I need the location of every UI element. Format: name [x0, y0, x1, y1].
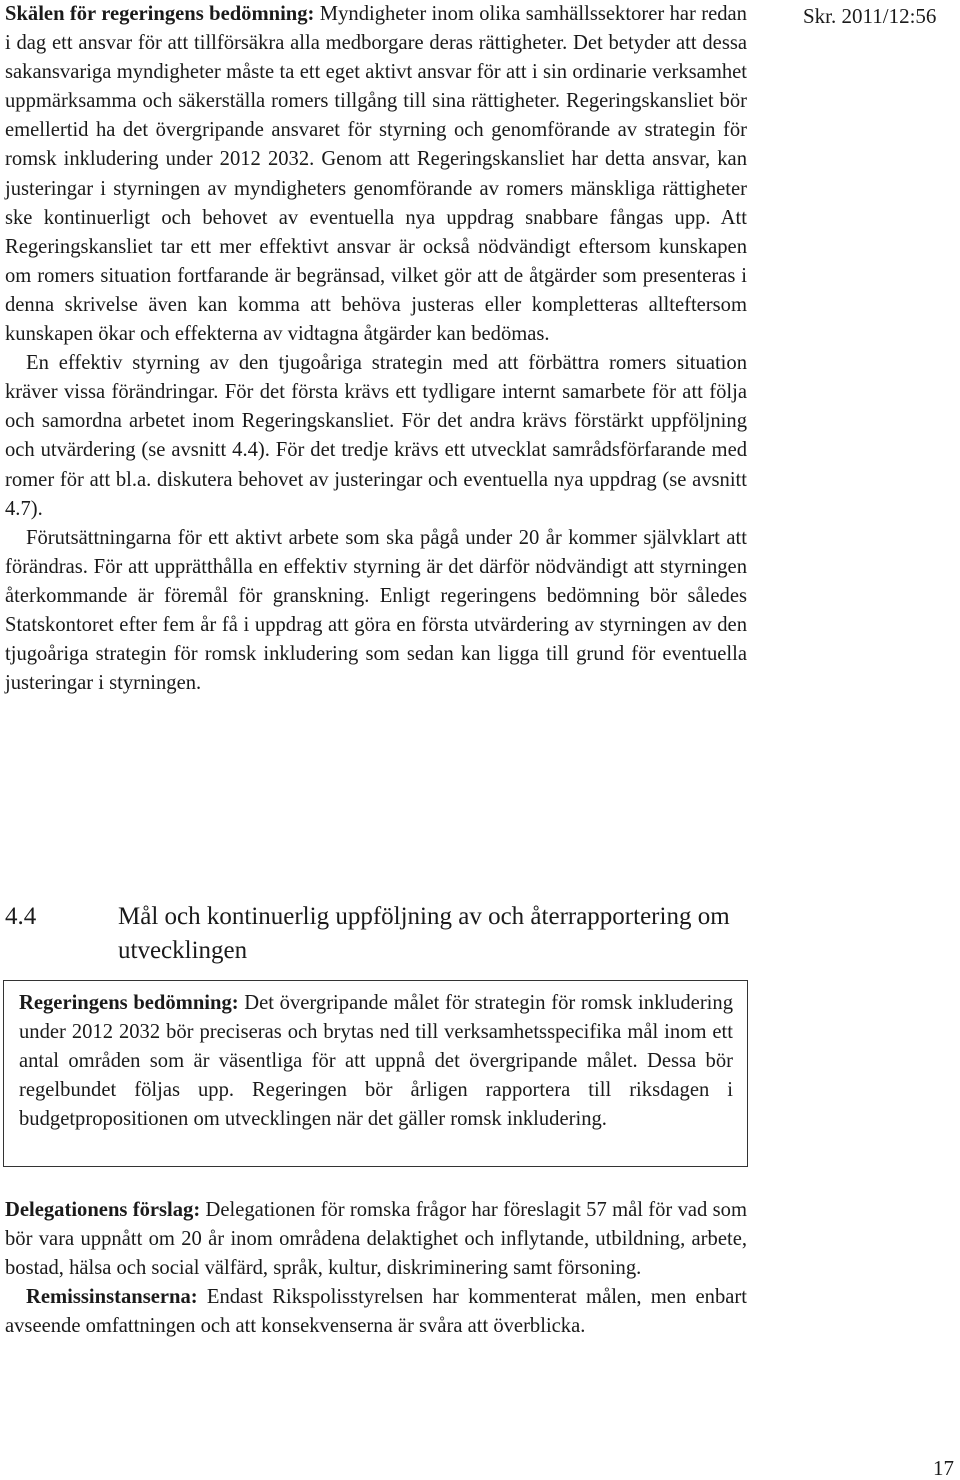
assessment-lead: Regeringens bedömning:: [19, 992, 239, 1014]
intro-paragraph-3: Förutsättningarna för ett aktivt arbete som ska pågå under 20 år kommer självklart att förändras. För att upprätthålla en effektiv styrning är det därför nödvändigt att styrningen återkommande är föremål för granskning. Enligt regeringens bedömning bör således Statskontoret efter fem år få i uppdrag att göra en första utvärdering av styrningen av den tjugoåriga strategin för romsk inkludering som sedan kan ligga till grund för eventuella justeringar i styrningen.: [5, 526, 747, 695]
assessment-box: [3, 980, 748, 1167]
intro-paragraph-1-text: Myndigheter inom olika samhällssektorer har redan i dag ett ansvar för att tillförsäkra alla medborgare deras rättigheter. Det betyder att dessa sakansvariga myndigheter måste ta ett eget aktivt ansvar för att i sin ordinarie verksamhet uppmärksamma och säkerställa romers tillgång till sina rättigheter. Regeringskansliet bör emellertid ha det övergripande ansvaret för styrning och genomförande av strategin för romsk inkludering under 2012 2032. Genom att Regeringskansliet har detta ansvar, kan justeringar i styrningen av myndigheters genomförande av romers mänskliga rättigheter ske kontinuerligt och behovet av eventuella nya uppdrag snabbare fångas upp. Att Regeringskansliet tar ett mer effektivt ansvar är också nödvändigt eftersom kunskapen om romers situation fortfarande är begränsad, vilket gör att de åtgärder som presenteras i denna skrivelse även kan komma att behöva justeras eller kompletteras allteftersom kunskapen ökar och effekterna av vidtagna åtgärder kan bedömas.: [5, 3, 747, 346]
referral-paragraph: [5, 1283, 747, 1341]
assessment-paragraph: [19, 989, 733, 1134]
section-number: 4.4: [5, 903, 37, 930]
assessment-text: Det övergripande målet för strategin för romsk inkludering under 2012 2032 bör preciseras och brytas ned till verksamhetsspecifika mål inom ett antal områden som är väsentliga för att uppnå det övergripande målet. Dessa bör regelbundet följas upp. Regeringen bör årligen rapportera till riksdagen i budgetpropositionen om utvecklingen när det gäller romsk inkludering.: [19, 992, 733, 1130]
referral-text: Endast Rikspolisstyrelsen har kommenterat målen, men enbart avseende omfattningen och att konsekvenserna är svåra att överblicka.: [5, 1286, 747, 1338]
page-number: 17: [933, 1456, 954, 1480]
proposal-lead: Delegationens förslag:: [5, 1199, 201, 1221]
section-heading: [5, 900, 747, 968]
reasons-lead: Skälen för regeringens bedömning:: [5, 3, 315, 25]
referral-lead: Remissinstanserna:: [26, 1286, 198, 1309]
document-reference: Skr. 2011/12:56: [803, 4, 937, 28]
proposal-paragraph: [5, 1196, 747, 1283]
intro-paragraph-1: [5, 0, 747, 349]
intro-paragraph-2: En effektiv styrning av den tjugoåriga strategin med att förbättra romers situation kräver vissa förändringar. För det första krävs ett tydligare internt samarbete för att följa och samordna arbetet inom Regeringskansliet. För det andra krävs förstärkt uppföljning och utvärdering (se avsnitt 4.4). För det tredje krävs ett utvecklat samrådsförfarande med romer för att bl.a. diskutera behovet av justeringar och eventuella nya uppdrag (se avsnitt 4.7).: [5, 352, 747, 520]
proposal-text: Delegationen för romska frågor har föreslagit 57 mål för vad som bör vara uppnått om 20 år inom områdena delaktighet och inflytande, utbildning, arbete, bostad, hälsa och social välfärd, språk, kultur, diskriminering samt försoning.: [5, 1199, 747, 1280]
intro-section: [5, 0, 747, 698]
section-title: Mål och kontinuerlig uppföljning av och återrapportering om utvecklingen: [118, 903, 730, 964]
proposal-section: [5, 1196, 747, 1341]
